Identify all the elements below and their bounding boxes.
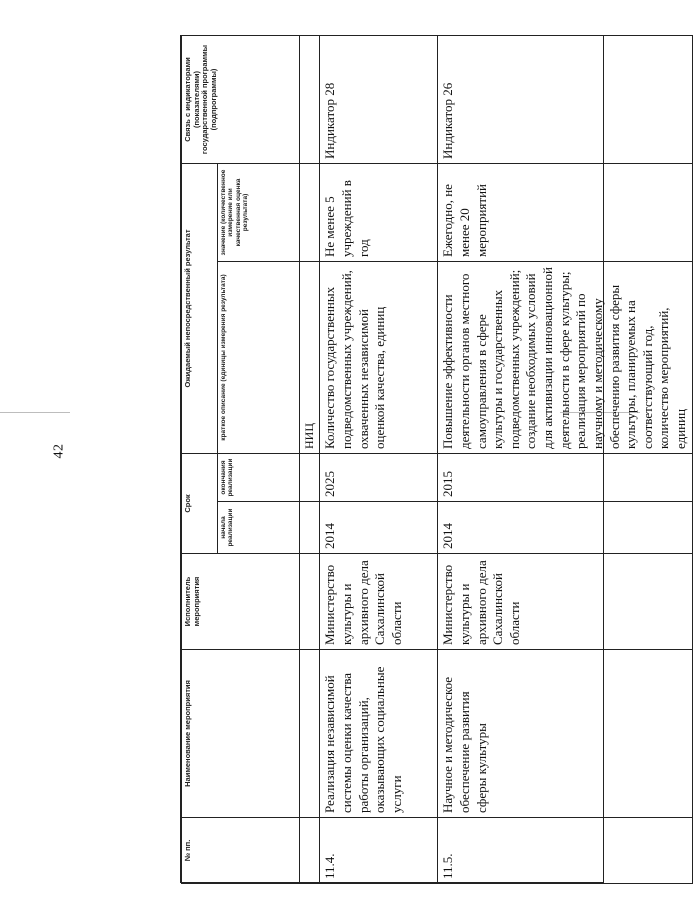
end-year: 2015 — [438, 454, 692, 502]
measure-name: Научное и методическое обеспечение развития сферы культуры — [438, 650, 692, 818]
rotated-table-wrapper — [181, 36, 689, 884]
measure-executor: Министерство культуры и архивного дела Сахалинской области — [320, 554, 438, 650]
header-short-description: краткое описание (единицы измерения результата) — [218, 262, 300, 454]
header-indicator-link: Связь с индикаторами (показателями) государственной программы (подпрограммы) — [182, 36, 300, 164]
measure-name: Реализация независимой системы оценки качества работы организаций, оказывающих социальные услуги — [320, 650, 438, 818]
measures-table-frame — [180, 35, 689, 883]
result-value: Не менее 5 учреждений в год — [320, 164, 438, 262]
result-value: Ежегодно, не менее 20 мероприятий — [438, 164, 692, 262]
table-cell — [300, 554, 320, 650]
result-description: Количество государственных подведомственных учреждений, охваченных независимой оценкой качества, единиц — [320, 262, 438, 454]
indicator-link: Индикатор 28 — [320, 36, 438, 164]
table-cell — [300, 818, 320, 884]
header-term: Срок — [182, 454, 218, 554]
page-number: 42 — [51, 443, 67, 459]
result-description: Повышение эффективности деятельности органов местного самоуправления в сфере культуры и государственных подведомственных учреждений; создание необходимых условий для активизации инновационной деятельности в сфере культуры; реализация мероприятий по научному и методическому обеспечению развития сферы культуры, планируемых на соответствующий год, количество мероприятий, единиц — [438, 262, 692, 454]
table-row — [320, 36, 438, 884]
header-row-group — [182, 36, 218, 884]
row-number: 11.4. — [320, 818, 438, 884]
measure-executor: Министерство культуры и архивного дела Сахалинской области — [438, 554, 692, 650]
table-cell-carryover-text: НИЦ — [300, 262, 320, 454]
table-cell — [300, 650, 320, 818]
header-num: № пп. — [182, 818, 300, 884]
header-executor: Исполнитель мероприятия — [182, 554, 300, 650]
header-expected-result: Ожидаемый непосредственный результат — [182, 164, 218, 454]
table-cell — [300, 454, 320, 502]
start-year: 2014 — [438, 502, 692, 554]
table-row — [438, 36, 692, 884]
table-cell — [300, 164, 320, 262]
header-name: Наименование мероприятия — [182, 650, 300, 818]
measures-table — [181, 35, 693, 884]
scan-artifact-line — [0, 412, 70, 413]
table-cell — [300, 36, 320, 164]
header-value: значение (количественное измерение или качественная оценка результата) — [218, 164, 300, 262]
indicator-link: Индикатор 26 — [438, 36, 692, 164]
table-cell — [300, 502, 320, 554]
header-term-end: окончания реализации — [218, 454, 300, 502]
end-year: 2025 — [320, 454, 438, 502]
table-row-blank — [300, 36, 320, 884]
start-year: 2014 — [320, 502, 438, 554]
row-number: 11.5. — [438, 818, 692, 884]
header-term-start: начала реализации — [218, 502, 300, 554]
